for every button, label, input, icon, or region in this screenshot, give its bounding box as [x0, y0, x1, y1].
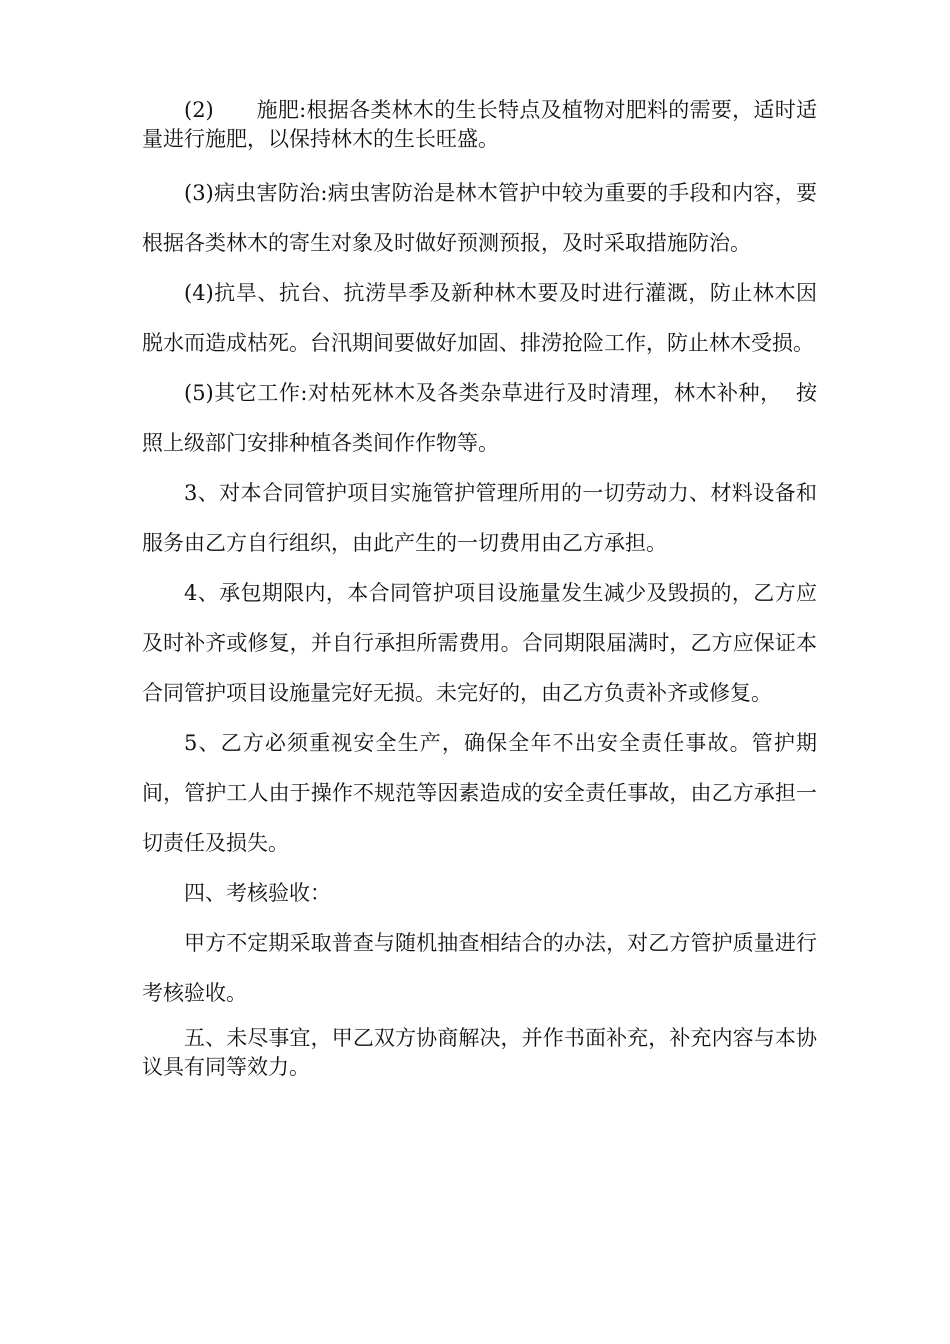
paragraph-fertilizing: (2) 施肥:根据各类林木的生长特点及植物对肥料的需要，适时适 量进行施肥，以保持林木的生长旺盛。	[142, 98, 831, 151]
section-heading-unresolved-matters: 五、未尽事宜，甲乙双方协商解决，并作书面补充，补充内容与本协议具有同等效力。	[142, 1026, 817, 1079]
paragraph-other-work: (5)其它工作:对枯死林木及各类杂草进行及时清理，林木补种， 按照上级部门安排种植各类间作作物等。	[142, 381, 817, 455]
paragraph-drought-typhoon: (4)抗旱、抗台、抗涝旱季及新种林木要及时进行灌溉，防止林木因脱水而造成枯死。台汛期间要做好加固、排涝抢险工作，防止林木受损。	[142, 281, 817, 355]
paragraph-clause-5: 5、乙方必须重视安全生产，确保全年不出安全责任事故。管护期间，管护工人由于操作不规范等因素造成的安全责任事故，由乙方承担一切责任及损失。	[142, 731, 817, 855]
paragraph-acceptance: 甲方不定期采取普查与随机抽查相结合的办法，对乙方管护质量进行考核验收。	[142, 931, 817, 1005]
paragraph-clause-3: 3、对本合同管护项目实施管护管理所用的一切劳动力、材料设备和服务由乙方自行组织，由此产生的一切费用由乙方承担。	[142, 481, 817, 555]
section-heading-acceptance: 四、考核验收：	[184, 881, 331, 905]
document-body	[142, 96, 831, 1082]
paragraph-pest-control: (3)病虫害防治:病虫害防治是林木管护中较为重要的手段和内容，要根据各类林木的寄生对象及时做好预测预报，及时采取措施防治。	[142, 181, 817, 255]
paragraph-clause-4: 4、承包期限内，本合同管护项目设施量发生减少及毁损的，乙方应及时补齐或修复，并自行承担所需费用。合同期限届满时，乙方应保证本合同管护项目设施量完好无损。未完好的，由乙方负责补齐或修复。	[142, 581, 817, 705]
